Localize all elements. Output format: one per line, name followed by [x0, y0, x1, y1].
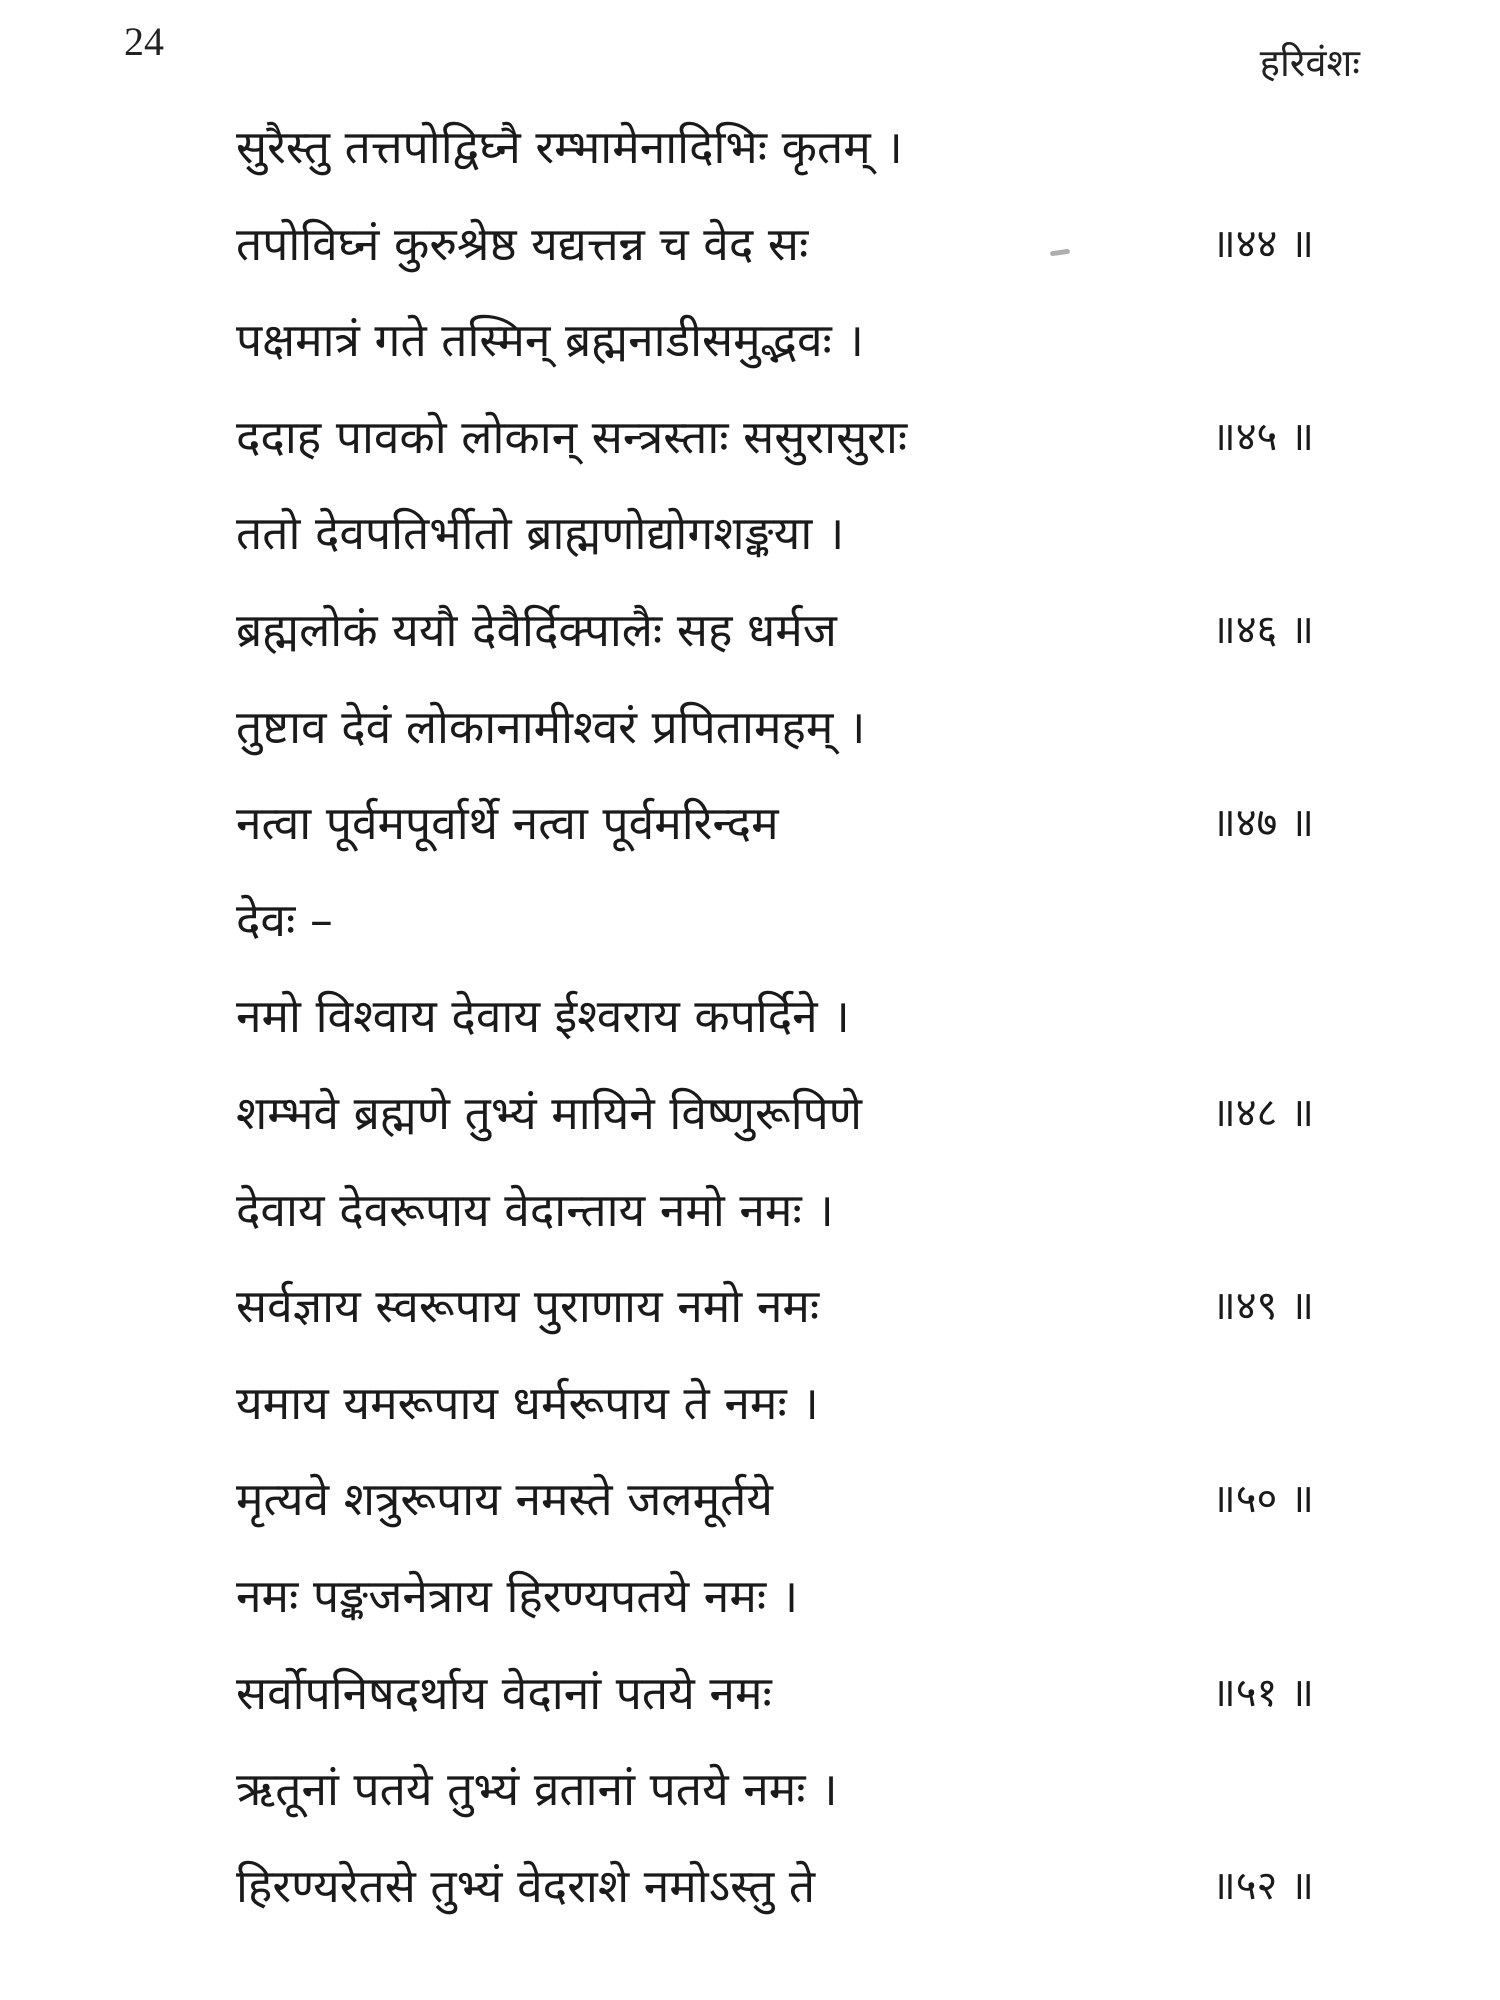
verse-number: ॥४४ ॥: [1211, 221, 1314, 267]
page-number: 24: [124, 19, 164, 64]
verse-number: ॥४८ ॥: [1211, 1090, 1314, 1136]
verse-number: ॥४९ ॥: [1211, 1283, 1314, 1329]
verse-line: मृत्यवे शत्रुरूपाय नमस्ते जलमूर्तये: [236, 1472, 773, 1526]
scan-speck: [1050, 249, 1071, 257]
verse-line: सुरैस्तु तत्तपोद्विघ्नै रम्भामेनादिभिः कृतम् ।: [236, 120, 903, 174]
verse-line: हिरण्यरेतसे तुभ्यं वेदराशे नमोऽस्तु ते: [236, 1859, 816, 1913]
verse-number: ॥५० ॥: [1211, 1476, 1314, 1522]
verse-number: ॥४७ ॥: [1211, 800, 1314, 846]
verse-line: सर्वज्ञाय स्वरूपाय पुराणाय नमो नमः: [236, 1279, 820, 1333]
verse-line: ददाह पावको लोकान् सन्त्रस्ताः ससुरासुराः: [236, 410, 908, 464]
verse-line: नमो विश्वाय देवाय ईश्वराय कपर्दिने ।: [236, 989, 850, 1043]
verse-line: ततो देवपतिर्भीतो ब्राह्मणोद्योगशङ्कया ।: [236, 506, 845, 560]
verse-line: देवाय देवरूपाय वेदान्ताय नमो नमः ।: [236, 1183, 834, 1237]
verse-line: तपोविघ्नं कुरुश्रेष्ठ यद्यत्तन्न च वेद सः: [236, 217, 809, 271]
verse-line: देवः –: [236, 893, 333, 947]
verse-number: ॥५२ ॥: [1211, 1863, 1314, 1909]
verse-line: ऋतूनां पतये तुभ्यं व्रतानां पतये नमः ।: [236, 1762, 838, 1816]
verse-line: तुष्टाव देवं लोकानामीश्वरं प्रपितामहम् ।: [236, 700, 866, 754]
running-header: हरिवंशः: [1259, 41, 1360, 85]
verse-line: शम्भवे ब्रह्मणे तुभ्यं मायिने विष्णुरूपिणे: [236, 1086, 863, 1140]
verse-line: ब्रह्मलोकं ययौ देवैर्दिक्पालैः सह धर्मज: [236, 603, 837, 657]
verse-line: नत्वा पूर्वमपूर्वार्थे नत्वा पूर्वमरिन्दम: [236, 796, 779, 850]
verse-number: ॥४६ ॥: [1211, 607, 1314, 653]
verse-line: पक्षमात्रं गते तस्मिन् ब्रह्मनाडीसमुद्भवः ।: [236, 313, 864, 367]
verse-number: ॥५१ ॥: [1211, 1670, 1314, 1716]
verse-line: सर्वोपनिषदर्थाय वेदानां पतये नमः: [236, 1666, 772, 1720]
verse-line: यमाय यमरूपाय धर्मरूपाय ते नमः ।: [236, 1376, 819, 1430]
verse-line: नमः पङ्कजनेत्राय हिरण्यपतये नमः ।: [236, 1569, 799, 1623]
verse-number: ॥४५ ॥: [1211, 414, 1314, 460]
